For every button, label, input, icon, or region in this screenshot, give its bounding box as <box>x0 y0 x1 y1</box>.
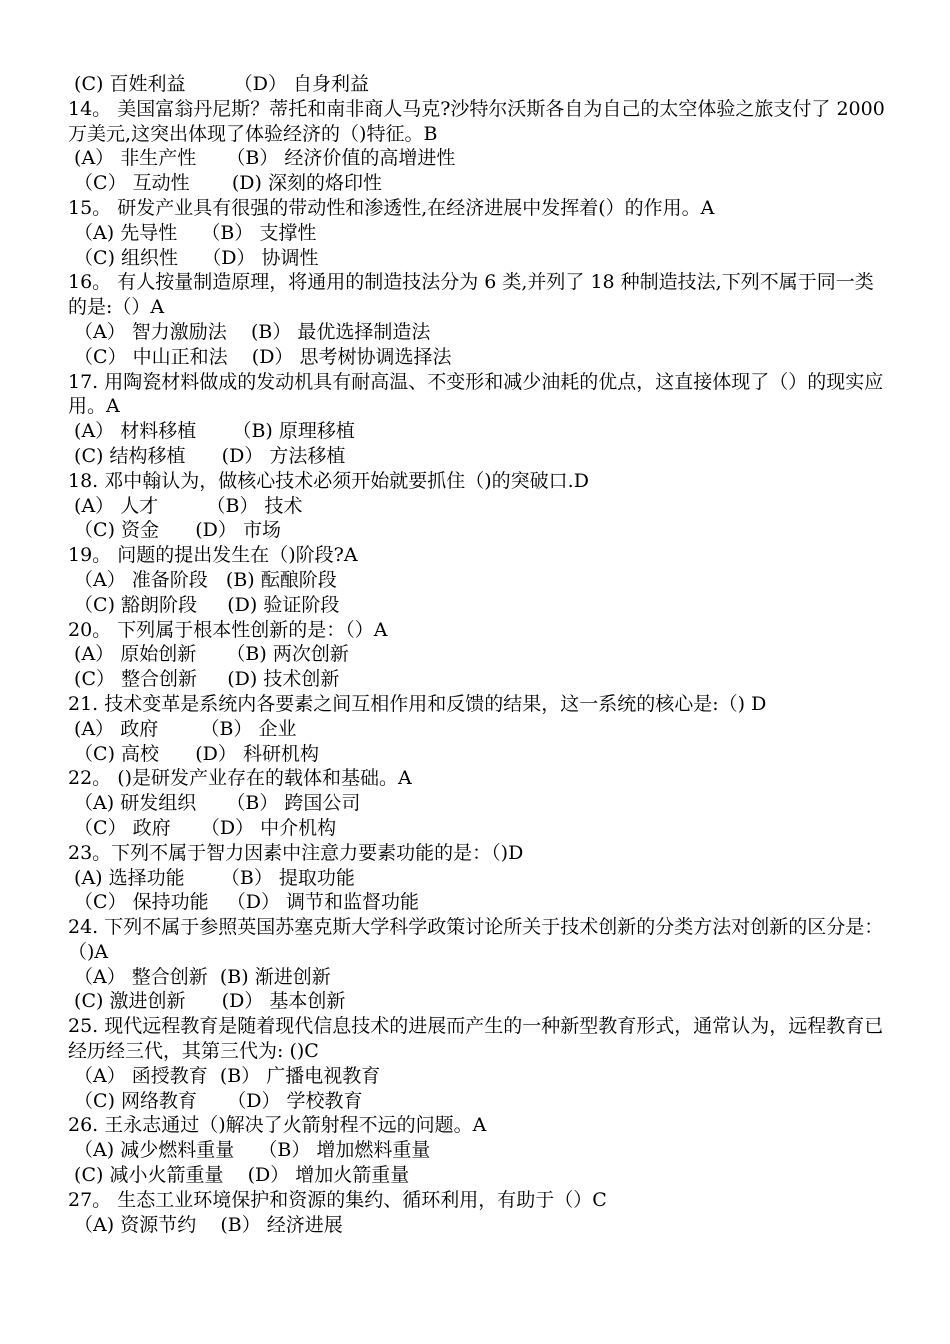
question-27: 27。 生态工业环境保护和资源的集约、循环利用，有助于（）C <box>68 1188 607 1211</box>
question-14: 14。 美国富翁丹尼斯？蒂托和南非商人马克?沙特尔沃斯各自为自己的太空体验之旅支付了 2000 万美元,这突出体现了体验经济的（)特征。B <box>68 97 885 145</box>
question-15: 15。 研发产业具有很强的带动性和渗透性,在经济进展中发挥着(）的作用。A <box>68 196 715 219</box>
option-line: （C） 政府 （D） 中介机构 <box>68 816 337 839</box>
question-24: 24. 下列不属于参照英国苏塞克斯大学科学政策讨论所关于技术创新的分类方法对创新的区分是：（)A <box>68 916 884 963</box>
option-line: (C) 激进创新 (D） 基本创新 <box>68 990 346 1013</box>
option-line: (C) 减小火箭重量 (D） 增加火箭重量 <box>68 1164 410 1187</box>
question-26: 26. 王永志通过（)解决了火箭射程不远的问题。A <box>68 1114 487 1137</box>
option-line: （C) 网络教育 （D） 学校教育 <box>68 1089 363 1112</box>
option-line: (A） 人才 （B） 技术 <box>68 494 303 517</box>
option-line: （C) 高校 (D） 科研机构 <box>68 742 319 765</box>
option-line: （C) 豁朗阶段 (D) 验证阶段 <box>68 593 340 616</box>
question-17: 17. 用陶瓷材料做成的发动机具有耐高温、不变形和减少油耗的优点，这直接体现了（）的现实应用。A <box>68 370 884 418</box>
option-line: (C） 整合创新 (D) 技术创新 <box>68 668 340 691</box>
option-line: (A） 材料移植 （B) 原理移植 <box>68 420 355 443</box>
option-line: （C) 资金 (D） 市场 <box>68 519 281 542</box>
option-line: (A) 选择功能 （B） 提取功能 <box>68 866 355 889</box>
option-line: （C） 互动性 (D) 深刻的烙印性 <box>68 172 382 195</box>
option-line: （A） 智力激励法 (B） 最优选择制造法 <box>68 320 431 343</box>
question-23: 23。下列不属于智力因素中注意力要素功能的是：（)D <box>68 841 524 864</box>
question-22: 22。 ()是研发产业存在的载体和基础。A <box>68 767 412 790</box>
question-19: 19。 问题的提出发生在（)阶段?A <box>68 544 358 567</box>
option-line: (A） 原始创新 （B) 两次创新 <box>68 643 349 666</box>
option-line: (A） 政府 （B） 企业 <box>68 717 297 740</box>
question-20: 20。 下列属于根本性创新的是：（）A <box>68 618 388 641</box>
question-18: 18. 邓中翰认为，做核心技术必须开始就要抓住（)的突破口.D <box>68 469 589 492</box>
option-line: （A） 整合创新 (B) 渐进创新 <box>68 965 331 988</box>
option-line: (A） 非生产性 （B） 经济价值的高增进性 <box>68 147 456 170</box>
option-line: （A) 减少燃料重量 （B） 增加燃料重量 <box>68 1139 431 1162</box>
option-line: （C） 中山正和法 (D） 思考树协调选择法 <box>68 345 452 368</box>
question-16: 16。 有人按量制造原理，将通用的制造技法分为 6 类,并列了 18 种制造技法,下列不属于同一类的是:（）A <box>68 271 874 319</box>
option-line: (C) 结构移植 (D） 方法移植 <box>68 444 346 467</box>
option-line: （A) 研发组织 （B） 跨国公司 <box>68 792 361 815</box>
question-25: 25. 现代远程教育是随着现代信息技术的进展而产生的一种新型教育形式，通常认为，远程教育已经历经三代，其第三代为: ()C <box>68 1015 884 1063</box>
option-line: （A) 资源节约 (B） 经济进展 <box>68 1213 343 1236</box>
option-line: （A） 准备阶段 (B) 酝酿阶段 <box>68 568 337 591</box>
option-line: （A) 先导性 （B） 支撑性 <box>68 221 317 244</box>
option-line: （C） 保持功能 （D） 调节和监督功能 <box>68 891 420 914</box>
option-line: （A） 函授教育 (B） 广播电视教育 <box>68 1064 381 1087</box>
option-line: （C) 组织性 （D） 协调性 <box>68 246 319 269</box>
question-21: 21. 技术变革是系统内各要素之间互相作用和反馈的结果，这一系统的核心是:（) D <box>68 692 767 715</box>
option-line: (C) 百姓利益 （D） 自身利益 <box>68 73 370 95</box>
